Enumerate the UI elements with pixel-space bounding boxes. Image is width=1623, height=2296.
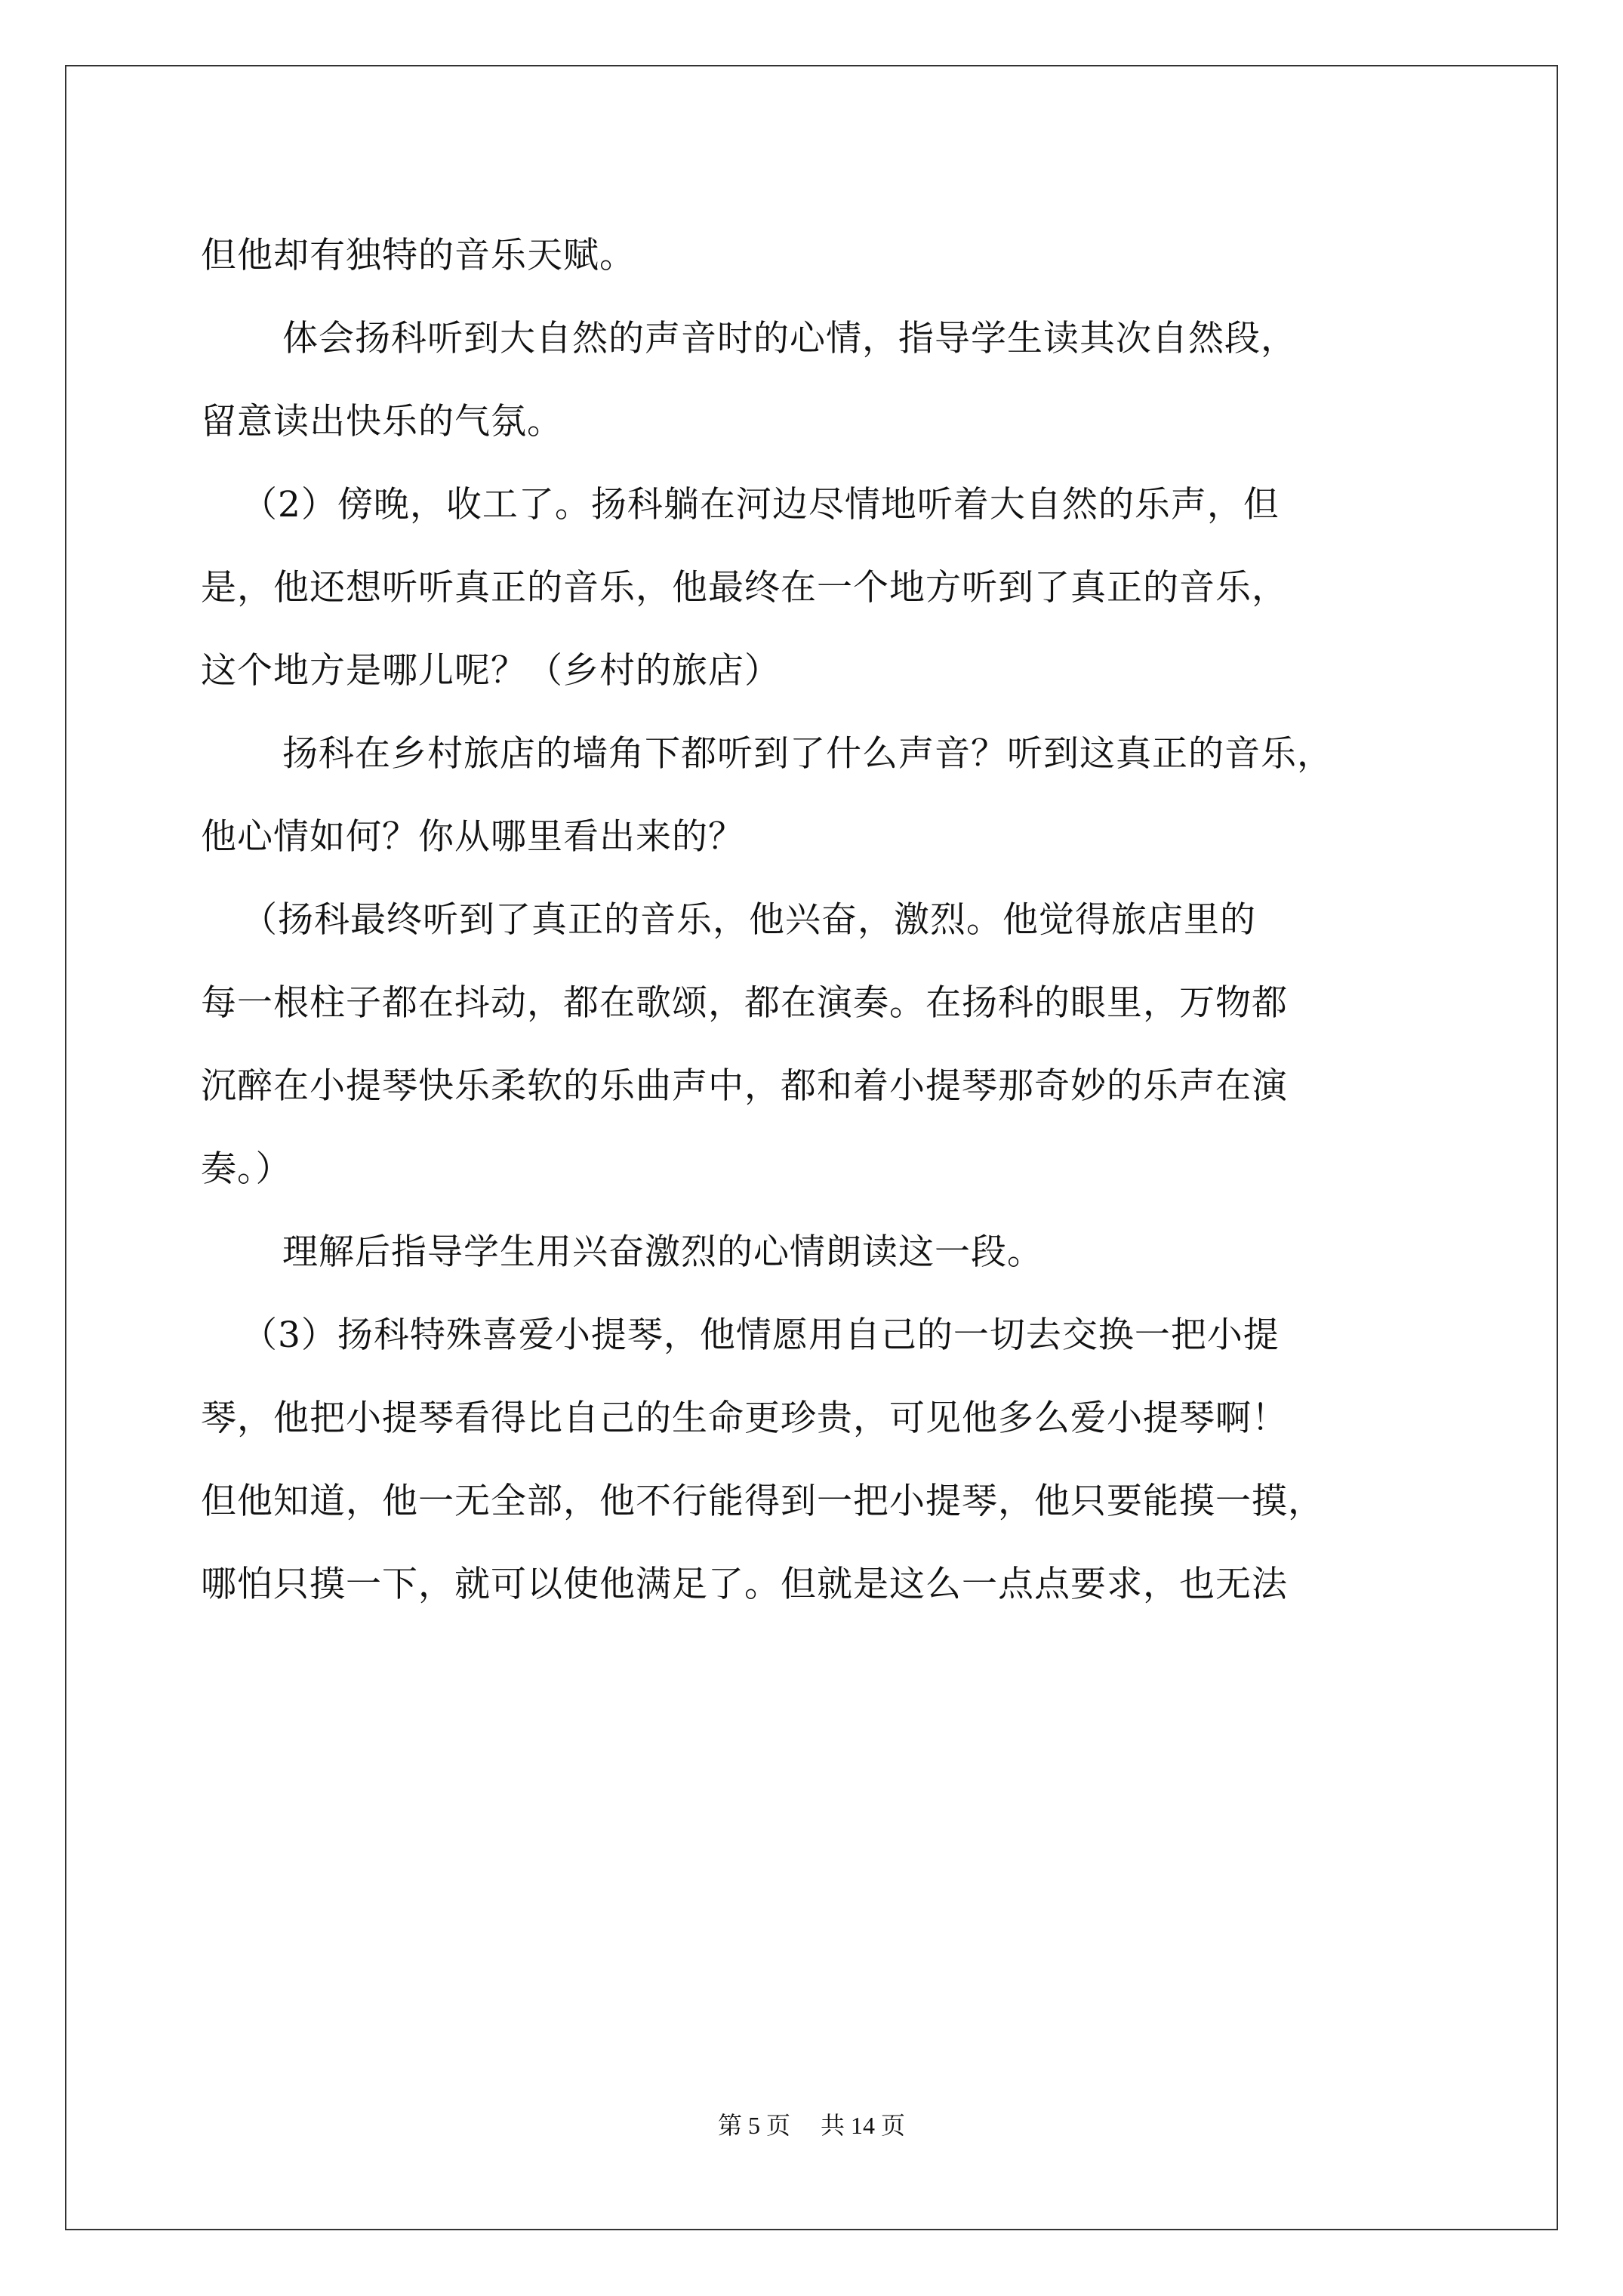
text-line: 但他却有独特的音乐天赋。 [201, 235, 636, 276]
page-footer [0, 2106, 1623, 2141]
text-line: 但他知道，他一无全部，他不行能得到一把小提琴，他只要能摸一摸， [201, 1481, 1324, 1522]
document-body [201, 214, 1439, 1626]
text-line: 扬科在乡村旅店的墙角下都听到了什么声音？听到这真正的音乐， [282, 733, 1333, 775]
text-line: 每一根柱子都在抖动，都在歌颂，都在演奏。在扬科的眼里，万物都 [201, 982, 1288, 1024]
text-line: 他心情如何？你从哪里看出来的？ [201, 816, 744, 858]
text-line: 这个地方是哪儿呢？（乡村的旅店） [201, 650, 781, 692]
page-number: 第 5 页 [717, 2112, 790, 2139]
text-line: 哪怕只摸一下，就可以使他满足了。但就是这么一点点要求，也无法 [201, 1564, 1288, 1605]
text-line: 留意读出快乐的气氛。 [201, 401, 563, 442]
text-line: 体会扬科听到大自然的声音时的心情，指导学生读其次自然段， [282, 318, 1297, 359]
text-line: （2）傍晚，收工了。扬科躺在河边尽情地听着大自然的乐声，但 [242, 484, 1280, 525]
text-line: （扬科最终听到了真正的音乐，他兴奋，激烈。他觉得旅店里的 [242, 899, 1256, 941]
text-line: 奏。） [201, 1148, 292, 1190]
text-line: 琴，他把小提琴看得比自己的生命更珍贵，可见他多么爱小提琴啊！ [201, 1398, 1288, 1439]
page-total: 共 14 页 [821, 2112, 906, 2139]
text-line: （3）扬科特殊喜爱小提琴，他情愿用自己的一切去交换一把小提 [242, 1314, 1280, 1356]
text-line: 理解后指导学生用兴奋激烈的心情朗读这一段。 [282, 1231, 1043, 1273]
text-line: 是，他还想听听真正的音乐，他最终在一个地方听到了真正的音乐， [201, 567, 1288, 609]
text-line: 沉醉在小提琴快乐柔软的乐曲声中，都和着小提琴那奇妙的乐声在演 [201, 1065, 1288, 1107]
